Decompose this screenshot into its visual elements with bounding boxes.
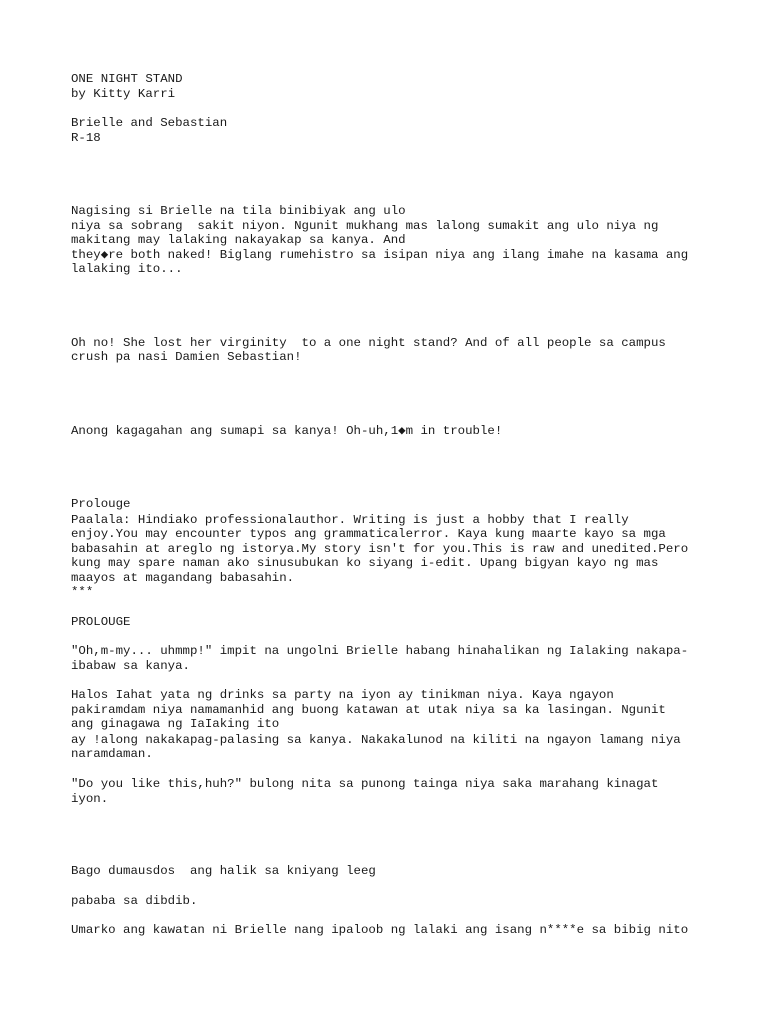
blurb-line: Nagising si Brielle na tila binibiyak ang ulo [71, 204, 406, 218]
blurb-line: Oh no! She lost her virginity to a one night stand? And of all people sa campus [71, 336, 666, 350]
story-line: "Oh,m-my... uhmmp!" impit na ungolni Brielle habang hinahalikan ng Ialaking nakapa- [71, 644, 689, 658]
story-line: naramdaman. [71, 747, 153, 761]
story-line: ang ginagawa ng IaIaking ito [71, 717, 280, 731]
story-line: Halos Iahat yata ng drinks sa party na iyon ay tinikman niya. Kaya ngayon [71, 688, 614, 702]
notice-line: Paalala: Hindiako professionalauthor. Writing is just a hobby that I really [71, 513, 629, 527]
section-separator: *** [71, 585, 94, 599]
author-byline: by Kitty Karri [71, 87, 176, 101]
story-line: iyon. [71, 792, 109, 806]
prologue-heading: PROLOUGE [71, 615, 131, 629]
blurb-line: Anong kagagahan ang sumapi sa kanya! Oh-uh,1◆m in trouble! [71, 424, 503, 438]
blurb-line: lalaking ito... [71, 262, 183, 276]
blurb-line: crush pa nasi Damien Sebastian! [71, 350, 302, 364]
notice-line: kung may spare naman ako sinusubukan ko siyang i-edit. Upang bigyan kayo ng mas [71, 556, 659, 570]
notice-line: enjoy.You may encounter typos ang grammaticalerror. Kaya kung maarte kayo sa mga [71, 527, 666, 541]
notice-line: babasahin at areglo ng istorya.My story isn't for you.This is raw and unedited.Pero [71, 542, 689, 556]
document-title: ONE NIGHT STAND [71, 72, 183, 86]
story-line: pakiramdam niya namamanhid ang buong katawan at utak niya sa ka lasingan. Ngunit [71, 703, 666, 717]
characters-line: Brielle and Sebastian [71, 116, 228, 130]
blurb-line: niya sa sobrang sakit niyon. Ngunit mukhang mas lalong sumakit ang ulo niya ng [71, 219, 659, 233]
story-line: ay !along nakakapag-palasing sa kanya. Nakakalunod na kiliti na ngayon lamang niya [71, 733, 681, 747]
prologue-label: Prolouge [71, 497, 131, 511]
notice-line: maayos at magandang babasahin. [71, 571, 295, 585]
blurb-line: makitang may lalaking nakayakap sa kanya. And [71, 233, 406, 247]
story-line: Bago dumausdos ang halik sa kniyang leeg [71, 864, 376, 878]
story-line: pababa sa dibdib. [71, 894, 198, 908]
story-line: Umarko ang kawatan ni Brielle nang ipaloob ng lalaki ang isang n****e sa bibig nito [71, 923, 689, 937]
story-line: "Do you like this,huh?" bulong nita sa punong tainga niya saka marahang kinagat [71, 777, 659, 791]
rating-line: R-18 [71, 131, 101, 145]
story-line: ibabaw sa kanya. [71, 659, 190, 673]
blurb-line: they◆re both naked! Biglang rumehistro sa isipan niya ang ilang imahe na kasama ang [71, 248, 689, 262]
